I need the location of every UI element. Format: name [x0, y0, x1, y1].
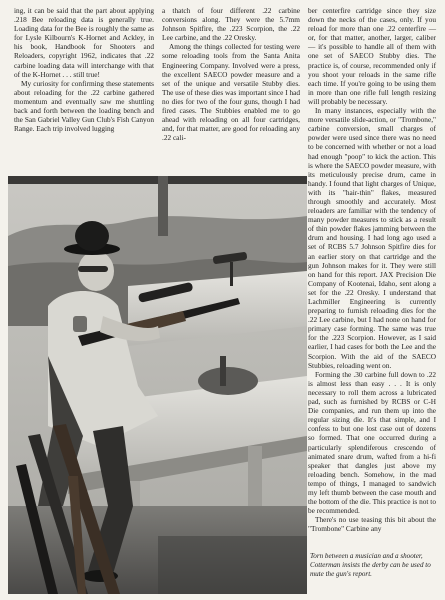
shooter-photo	[8, 176, 307, 594]
article-column-left	[14, 6, 154, 133]
article-paragraph: ing, it can be said that the part about applying .218 Bee reloading data is generally true. Loading data for the Bee is roughly the same as for Lysle Kilbourn's K-Hornet and Ackley, in his book, Handbook for Shooters and Reloaders, copyright 1962, indicates that .22 carbine loading data will interchange with that of the K-Hornet . . . still true!	[14, 6, 154, 79]
article-column-right	[308, 6, 436, 533]
article-paragraph: Among the things collected for testing were some reloading tools from the Santa Anita Engineering Company. Involved were a press, the excellent SAECO powder measure and a set of the unique and versatile Stubby dies. The use of these dies was important since I had no dies for two of the four guns, though I had fired cases. The Stubbies enabled me to go ahead with reloading on all four cartridges, and, for that matter, are good for reloading any .22 cali-	[162, 42, 300, 143]
photo-caption: Torn between a musician and a shooter, Cotterman insists the derby can be used to mute the gun's report.	[310, 552, 431, 578]
article-paragraph: There's no use teasing this bit about the "Trombone" Carbine any	[308, 515, 436, 534]
article-paragraph: ber centerfire cartridge since they size down the necks of the cases, only. If you reload for more than one .22 centerfire — or, for that matter, another, larger, caliber — it's possible to handle all of them with one set of SAECO Stubby dies. The practice is, of course, recommended only if you shoot your reloads in the same rifle each time. If you're going to be using them in more than one rifle full length resizing will probably be necessary.	[308, 6, 436, 106]
article-column-middle	[162, 6, 300, 142]
article-paragraph: My curiosity for confirming these statements about reloading for the .22 carbine gathered momentum and eventually saw me shuttling back and forth between the loading bench and the San Gabriel Valley Gun Club's Fish Canyon Range. Each trip involved lugging	[14, 78, 154, 134]
article-paragraph: Forming the .30 carbine full down to .22 is almost less than easy . . . It is only necessary to roll them across a lubricated pad, such as furnished by RCBS or C-H Die companies, and run them up into the regular sizing die. It's that simple, and I confess to but one lost case out of dozens so formed. That one occurred during a particularly splendiferous crescendo of animated snare drum, wafted from a hi-fi speaker that dangles just above my reloading bench. Somehow, in the mad tempo of things, I managed to sandwich my left thumb between the case mouth and the bottom of the die. This practice is not to be recommended.	[308, 369, 436, 516]
article-paragraph: a thatch of four different .22 carbine conversions along. They were the 5.7mm Johnson Spitfire, the .223 Scorpion, the .22 Lee carbine, and the .22 Oresky.	[162, 6, 300, 43]
article-paragraph: In many instances, especially with the more versatile slide-action, or "Trombone," carbine conversion, small charges of powder were used since there was no need to be concerned with whether or not a load had enough "poop" to kick the action. This is where the SAECO powder measure, with its meticulously precise drum, came in handy. I found that light charges of Unique, with its "hair-thin" flakes, measured through smoothly and accurately. Most reloaders are familiar with the tendency of many powder measures to stick as a result of thin powder flakes jamming between the drum and housing. I had long ago used a set of RCBS 5.7 Johnson Spitfire dies for an earlier story on that cartridge and the gun Johnson makes for it. They were still on hand for this report. JAX Precision Die Company of Kootenai, Idaho, sent along a set for the .22 Oresky. I understand that Lachmiller Engineering is currently preparing to furnish reloading dies for the .22 Lee carbine, but I had none on hand for primary case forming. The same was true for the .223 Scorpion. However, as I said earlier, I had cases for both the Lee and the Scorpion. With the aid of the SAECO Stubbies, reloading went on.	[308, 106, 436, 370]
